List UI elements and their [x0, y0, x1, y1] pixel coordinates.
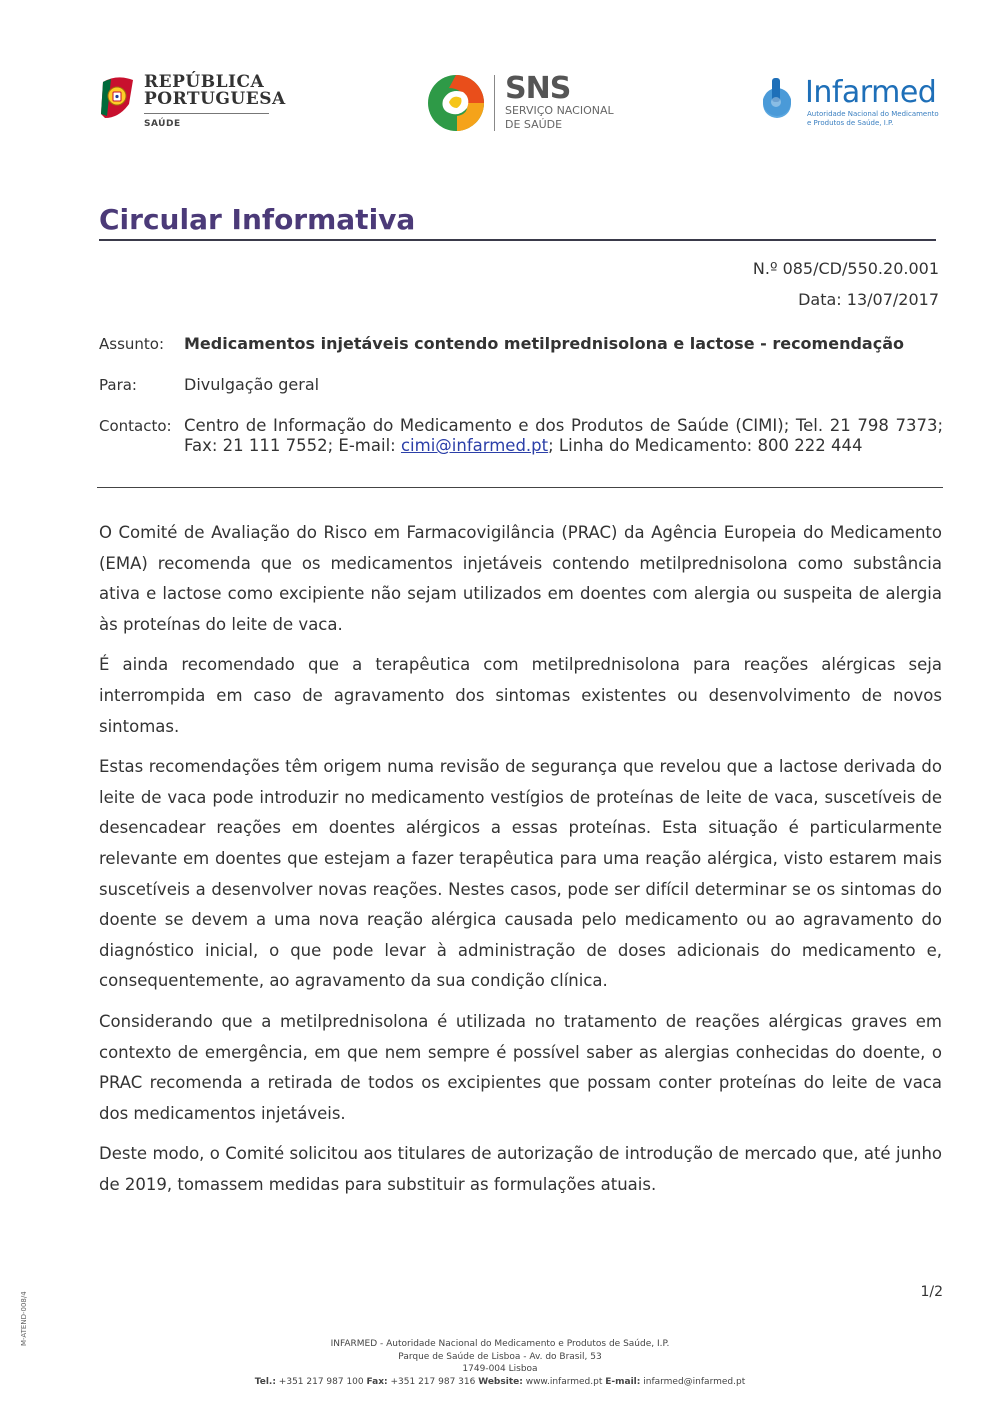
paragraph-1: O Comité de Avaliação do Risco em Farmacovigilância (PRAC) da Agência Europeia do Medicamento (EMA) recomenda que os medicamentos injetáveis contendo metilprednisolona como substância ativa e lactose como excipiente não sejam utilizados em doentes com alergia ou suspeita de alergia às proteínas do leite de vaca. — [99, 523, 942, 634]
para-value: Divulgação geral — [184, 375, 320, 394]
title-divider — [99, 239, 936, 241]
reference-block — [753, 253, 939, 315]
assunto-row — [99, 334, 943, 356]
paragraph-5: Deste modo, o Comité solicitou aos titulares de autorização de introdução de mercado que, até junho de 2019, tomassem medidas para substituir as formulações atuais. — [99, 1144, 942, 1194]
sns-name: SNS — [505, 71, 571, 106]
sns-line-1: SERVIÇO NACIONAL — [505, 104, 614, 117]
paragraph-4: Considerando que a metilprednisolona é utilizada no tratamento de reações alérgicas graves em contexto de emergência, em que nem sempre é possível saber as alergias conhecidas do doente, o PRAC recomenda a retirada de todos os excipientes que possam conter proteínas do leite de vaca dos medicamentos injetáveis. — [99, 1011, 942, 1123]
form-code: M-ATEND-008/4 — [20, 1291, 28, 1346]
footer-line-3: 1749-004 Lisboa — [462, 1364, 538, 1374]
contacto-row — [99, 416, 943, 478]
rp-subtitle: SAÚDE — [144, 119, 181, 129]
footer-line-1: INFARMED - Autoridade Nacional do Medicamento e Produtos de Saúde, I.P. — [330, 1339, 670, 1349]
para-label: Para: — [99, 376, 137, 394]
footer-fax: +351 217 987 316 — [390, 1376, 476, 1387]
footer-email-link[interactable]: infarmed@infarmed.pt — [643, 1376, 746, 1387]
sns-logo-icon — [427, 74, 485, 132]
infarmed-name: Infarmed — [805, 75, 937, 110]
infarmed-logo — [757, 76, 939, 128]
footer — [0, 1338, 1000, 1388]
reference-number: N.º 085/CD/550.20.001 — [752, 259, 939, 278]
footer-line-2: Parque de Saúde de Lisboa - Av. do Brasil, 53 — [398, 1351, 602, 1362]
assunto-value: Medicamentos injetáveis contendo metilprednisolona e lactose - recomendação — [184, 334, 904, 353]
reference-date: Data: 13/07/2017 — [798, 290, 939, 309]
contacto-text: Centro de Informação do Medicamento e dos Produtos de Saúde (CIMI); Tel. 21 798 7373; Fax: 21 111 7552; E-mail: — [184, 416, 943, 455]
footer-tel: +351 217 987 100 — [278, 1376, 364, 1387]
rp-line-2: PORTUGUESA — [144, 89, 286, 109]
rp-line-1: REPÚBLICA — [144, 72, 265, 92]
republica-portuguesa-logo — [99, 74, 286, 129]
infarmed-line-1: Autoridade Nacional do Medicamento — [807, 110, 939, 118]
header-divider — [97, 487, 943, 488]
footer-website-link[interactable]: www.infarmed.pt — [525, 1376, 603, 1387]
assunto-label: Assunto: — [99, 335, 165, 353]
rp-divider — [144, 113, 269, 114]
contacto-text-end: ; Linha do Medicamento: 800 222 444 — [548, 436, 863, 455]
infarmed-line-2: e Produtos de Saúde, I.P. — [807, 119, 894, 127]
paragraph-3: Estas recomendações têm origem numa revisão de segurança que revelou que a lactose derivada do leite de vaca pode introduzir no medicamento vestígios de proteínas de leite de vaca, suscetíveis de desencadear reações em doentes alérgicos a essas proteínas. Esta situação é particularmente relevante em doentes que estejam a fazer terapêutica para uma reação alérgica, visto estarem mais suscetíveis a desenvolver novas reações. Nestes casos, pode ser difícil determinar se os sintomas do doente se devem a uma nova reação alérgica causada pelo medicamento ou ao agravamento do diagnóstico inicial, o que pode levar à administração de doses adicionais do medicamento e, consequentemente, ao agravamento da sua condição clínica. — [99, 757, 942, 991]
footer-contacts — [0, 1376, 1000, 1389]
paragraph-2: É ainda recomendado que a terapêutica com metilprednisolona para reações alérgicas seja interrompida em caso de agravamento dos sintomas existentes ou desenvolvimento de novos sintomas. — [99, 655, 942, 736]
footer-fax-label: Fax: — [366, 1376, 388, 1387]
para-row — [99, 375, 943, 397]
document-title: Circular Informativa — [99, 203, 416, 236]
footer-web-label: Website: — [478, 1376, 523, 1387]
cimi-email-link[interactable]: cimi@infarmed.pt — [400, 436, 549, 455]
footer-tel-label: Tel.: — [254, 1376, 276, 1387]
contacto-label: Contacto: — [99, 417, 172, 435]
document-body — [99, 518, 942, 1210]
footer-email-label: E-mail: — [605, 1376, 641, 1387]
portugal-emblem-icon — [99, 74, 135, 120]
sns-line-2: DE SAÚDE — [505, 118, 563, 131]
contacto-value — [184, 416, 943, 456]
sns-logo — [427, 71, 614, 132]
sns-divider — [494, 75, 495, 131]
infarmed-logo-icon — [757, 76, 797, 120]
page-number: 1/2 — [920, 1284, 943, 1300]
